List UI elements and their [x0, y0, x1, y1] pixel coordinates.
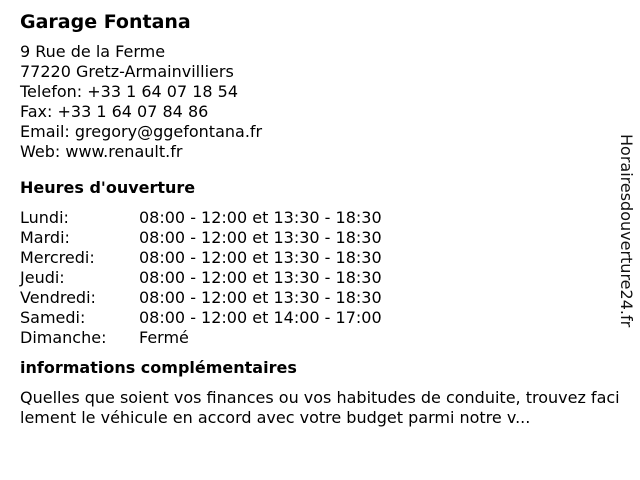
address-street: 9 Rue de la Ferme — [20, 42, 166, 61]
hours-day: Mercredi: — [20, 248, 95, 267]
hours-row — [20, 288, 615, 308]
hours-time: 08:00 - 12:00 et 14:00 - 17:00 — [139, 308, 382, 327]
hours-row — [20, 208, 615, 228]
business-name: Garage Fontana — [20, 11, 191, 33]
business-card — [20, 10, 620, 428]
info-description: Quelles que soient vos finances ou vos habitudes de conduite, trouvez facilement le véhicule en accord avec votre budget parmi notre v... — [20, 388, 620, 427]
hours-heading: Heures d'ouverture — [20, 178, 196, 197]
contact-block — [20, 42, 615, 162]
hours-row — [20, 248, 615, 268]
hours-row — [20, 228, 615, 248]
hours-table — [20, 208, 615, 348]
hours-time: 08:00 - 12:00 et 13:30 - 18:30 — [139, 208, 382, 227]
hours-time: 08:00 - 12:00 et 13:30 - 18:30 — [139, 228, 382, 247]
hours-day: Vendredi: — [20, 288, 96, 307]
hours-time: 08:00 - 12:00 et 13:30 - 18:30 — [139, 248, 382, 267]
site-watermark: Horairesdouverture24.fr — [617, 134, 636, 328]
hours-row — [20, 308, 615, 328]
hours-day: Samedi: — [20, 308, 86, 327]
address-city: 77220 Gretz-Armainvilliers — [20, 62, 234, 81]
hours-day: Jeudi: — [20, 268, 65, 287]
hours-day: Lundi: — [20, 208, 69, 227]
email-line: Email: gregory@ggefontana.fr — [20, 122, 263, 141]
hours-row — [20, 268, 615, 288]
hours-row — [20, 328, 615, 348]
hours-time: 08:00 - 12:00 et 13:30 - 18:30 — [139, 268, 382, 287]
hours-day: Mardi: — [20, 228, 70, 247]
phone-line: Telefon: +33 1 64 07 18 54 — [20, 82, 239, 101]
web-line: Web: www.renault.fr — [20, 142, 183, 161]
hours-day: Dimanche: — [20, 328, 107, 347]
fax-line: Fax: +33 1 64 07 84 86 — [20, 102, 209, 121]
info-heading: informations complémentaires — [20, 358, 297, 377]
hours-time: Fermé — [139, 328, 189, 347]
hours-time: 08:00 - 12:00 et 13:30 - 18:30 — [139, 288, 382, 307]
